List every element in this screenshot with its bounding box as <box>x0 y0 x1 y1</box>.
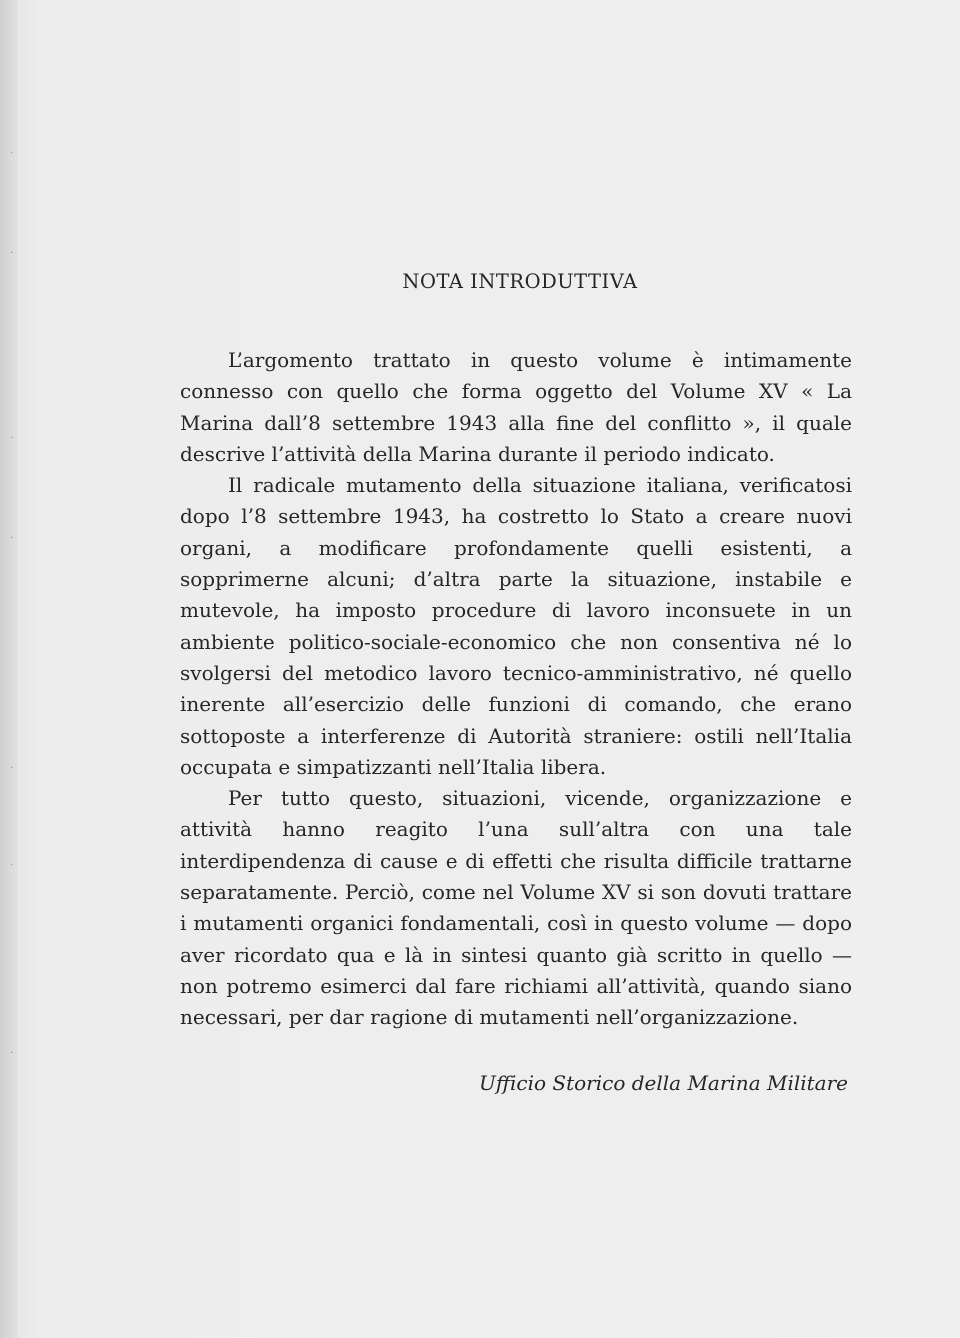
binding-mark: · <box>10 248 14 259</box>
body-text <box>180 345 852 1034</box>
paragraph-1: L’argomento trattato in questo volume è intimamente connesso con quello che forma oggetto del Volume XV « La Marina dall’8 settembre 1943 alla fine del conflitto », il quale descrive l’attività della Marina durante il periodo indicato. <box>180 348 852 466</box>
paragraph-3: Per tutto questo, situazioni, vicende, organizzazione e attività hanno reagito l’una sull’altra con una tale interdipendenza di cause e di effetti che risulta difficile trattarne separatamente. Perciò, come nel Volume XV si son dovuti trattare i mutamenti organici fondamentali, così in questo volume — dopo aver ricordato qua e là in sintesi quanto già scritto in quello — non potremo esimerci dal fare richiami all’attività, quando siano necessari, per dar ragione di mutamenti nell’organizzazione. <box>180 786 852 1030</box>
binding-mark: · <box>10 148 14 159</box>
binding-mark: · <box>10 1048 14 1059</box>
binding-mark: · <box>10 763 14 774</box>
binding-edge <box>0 0 18 1338</box>
binding-mark: · <box>10 533 14 544</box>
binding-mark: · <box>10 860 14 871</box>
binding-mark: · <box>10 433 14 444</box>
paragraph-2: Il radicale mutamento della situazione italiana, verificatosi dopo l’8 settembre 1943, ha costretto lo Stato a creare nuovi organi, a modificare profondamente quelli esistenti, a sopprimerne alcuni; d’altra parte la situazione, instabile e mutevole, ha imposto procedure di lavoro inconsuete in un ambiente politico-sociale-economico che non consentiva né lo svolgersi del metodico lavoro tecnico-amministrativo, né quello inerente all’esercizio delle funzioni di comando, che erano sottoposte a interferenze di Autorità straniere: ostili nell’Italia occupata e simpatizzanti nell’Italia libera. <box>180 473 852 779</box>
signature: Ufficio Storico della Marina Militare <box>478 1071 848 1095</box>
page-title: NOTA INTRODUTTIVA <box>402 270 638 293</box>
